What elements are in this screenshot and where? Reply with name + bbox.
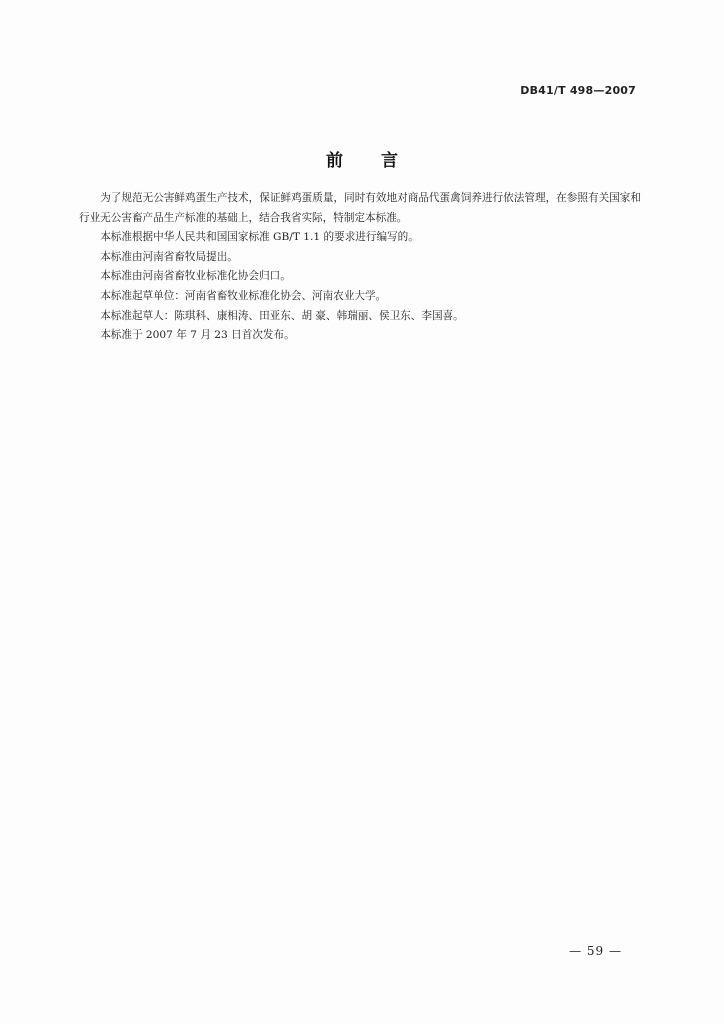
section-title — [0, 146, 724, 171]
title-char-1: 前 — [326, 151, 343, 171]
page-number: — 59 — — [569, 944, 622, 958]
paragraph-drafting-units: 本标准起草单位：河南省畜牧业标准化协会、河南农业大学。 — [100, 289, 387, 302]
paragraph-proposer: 本标准由河南省畜牧局提出。 — [100, 250, 238, 263]
document-code: DB41/T 498—2007 — [520, 84, 636, 97]
paragraph-administrator: 本标准由河南省畜牧业标准化协会归口。 — [100, 270, 291, 283]
paragraph-release-date: 本标准于 2007 年 7 月 23 日首次发布。 — [100, 329, 295, 342]
title-char-2: 言 — [381, 151, 398, 171]
foreword-body — [79, 189, 641, 346]
paragraph-basis: 本标准根据中华人民共和国国家标准 GB/T 1.1 的要求进行编写的。 — [100, 231, 419, 244]
paragraph-purpose: 为了规范无公害鲜鸡蛋生产技术，保证鲜鸡蛋质量，同时有效地对商品代蛋禽饲养进行依法管理，在参照有关国家和行业无公害畜产品生产标准的基础上，结合我省实际，特制定本标准。 — [79, 192, 641, 224]
paragraph-drafters: 本标准起草人：陈琪科、康相涛、田亚东、胡 豪、韩瑞丽、侯卫东、李国喜。 — [100, 309, 464, 322]
